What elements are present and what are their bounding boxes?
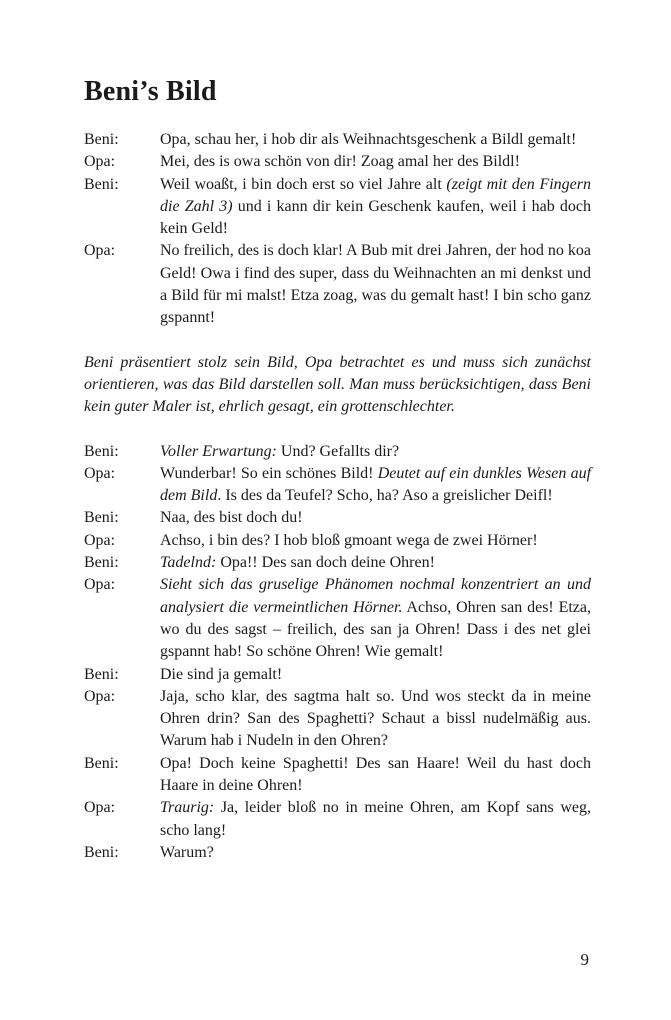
stage-direction-text: Sieht sich das gruselige Phänomen nochmal konzentriert an und analysiert die vermeintlichen Hörner. [160,576,591,616]
dialogue-text: Ja, leider bloß no in meine Ohren, am Kopf sans weg, scho lang! [160,799,591,839]
dialogue-row [84,664,591,686]
dialogue-content [84,129,591,864]
stage-direction-text: Beni präsentiert stolz sein Bild, Opa betrachtet es und muss sich zunächst orientieren, was das Bild darstellen soll. Man muss berücksichtigen, dass Beni kein guter Maler ist, ehrlich gesagt, ein grottenschlechter. [84,353,591,416]
dialogue-text: Opa!! Des san doch deine Ohren! [216,554,435,572]
stage-direction-text: Traurig: [160,799,215,817]
dialogue-line [160,441,591,463]
stage-direction-text: Deutet auf ein dunkles Wesen auf dem Bild [160,464,592,505]
speaker-label: Opa: [84,464,116,482]
dialogue-line [160,129,591,151]
speaker-label: Beni: [84,175,119,193]
dialogue-row [84,797,591,842]
dialogue-text: Opa, schau her, i hob dir als Weihnachtsgeschenk a Bildl gemalt! [160,131,577,148]
dialogue-row [84,174,591,241]
dialogue-line [160,574,591,663]
dialogue-line [160,552,591,574]
dialogue-text: Achso, Ohren san des! Etza, wo du des sagst – freilich, des san ja Ohren! Dass i des net glei gspannt hab! So schöne Ohren! Wie gemalt! [160,598,592,661]
dialogue-line [160,842,591,864]
dialogue-row [84,753,591,798]
dialogue-line [160,753,591,798]
dialogue-row [84,463,591,508]
speaker-label: Beni: [84,509,119,527]
dialogue-row [84,507,591,529]
dialogue-text: Weil woaßt, i bin doch erst so viel Jahre alt [160,175,447,193]
dialogue-text: Naa, des bist doch du! [160,509,303,527]
dialogue-line [160,463,591,508]
dialogue-line [160,507,591,529]
dialogue-text: . Is des da Teufel? Scho, ha? Aso a greislicher Deifl! [217,487,553,505]
dialogue-text: Opa! Doch keine Spaghetti! Des san Haare! Weil du hast doch Haare in deine Ohren! [160,754,591,795]
speaker-label: Opa: [84,687,116,705]
dialogue-line [160,664,591,686]
dialogue-text: Und? Gefallts dir? [276,442,400,460]
dialogue-row [84,151,591,173]
dialogue-text: Jaja, scho klar, des sagtma halt so. Und wos steckt da in meine Ohren drin? San des Spaghetti? Schaut a bissl nudelmäßig aus. Warum hab i Nudeln in den Ohren? [160,687,591,750]
speaker-label: Opa: [84,531,116,549]
speaker-label: Beni: [84,554,119,572]
speaker-label: Beni: [84,131,119,148]
stage-direction-text: Voller Erwartung: [160,442,277,460]
stage-direction-text: Tadelnd: [160,554,217,572]
stage-direction-paragraph [84,352,591,419]
dialogue-line [160,151,591,173]
stage-direction-text: (zeigt mit den Fingern die Zahl 3) [160,175,591,215]
dialogue-text: Warum? [160,843,214,861]
dialogue-text: No freilich, des is doch klar! A Bub mit drei Jahren, der hod no koa Geld! Owa i find des super, dass du Weihnachten an mi denkst und a Bild für mi malst! Etza zoag, was du gemalt hast! I bin scho ganz gspannt! [160,242,592,327]
speaker-label: Opa: [84,153,116,171]
speaker-label: Beni: [84,754,119,772]
dialogue-text: Mei, des is owa schön von dir! Zoag amal her des Bildl! [160,153,520,171]
dialogue-text: Achso, i bin des? I hob bloß gmoant wega de zwei Hörner! [160,531,538,549]
speaker-label: Opa: [84,576,116,594]
dialogue-row [84,129,591,151]
dialogue-row [84,530,591,552]
page-title: Beni’s Bild [84,76,217,107]
dialogue-line [160,530,591,552]
dialogue-text: und i kann dir kein Geschenk kaufen, weil i hab doch kein Geld! [160,197,591,238]
dialogue-row [84,686,591,753]
dialogue-line [160,240,591,329]
dialogue-text: Die sind ja gemalt! [160,665,283,683]
speaker-label: Beni: [84,442,119,460]
dialogue-row [84,441,591,463]
dialogue-row [84,842,591,864]
dialogue-text: Wunderbar! So ein schönes Bild! [160,464,378,482]
dialogue-row [84,552,591,574]
dialogue-row [84,574,591,663]
dialogue-line [160,174,591,241]
speaker-label: Opa: [84,799,116,817]
dialogue-row [84,240,591,329]
dialogue-line [160,797,591,842]
dialogue-line [160,686,591,753]
speaker-label: Opa: [84,242,116,260]
speaker-label: Beni: [84,843,119,861]
page-number: 9 [580,950,589,969]
speaker-label: Beni: [84,665,119,683]
